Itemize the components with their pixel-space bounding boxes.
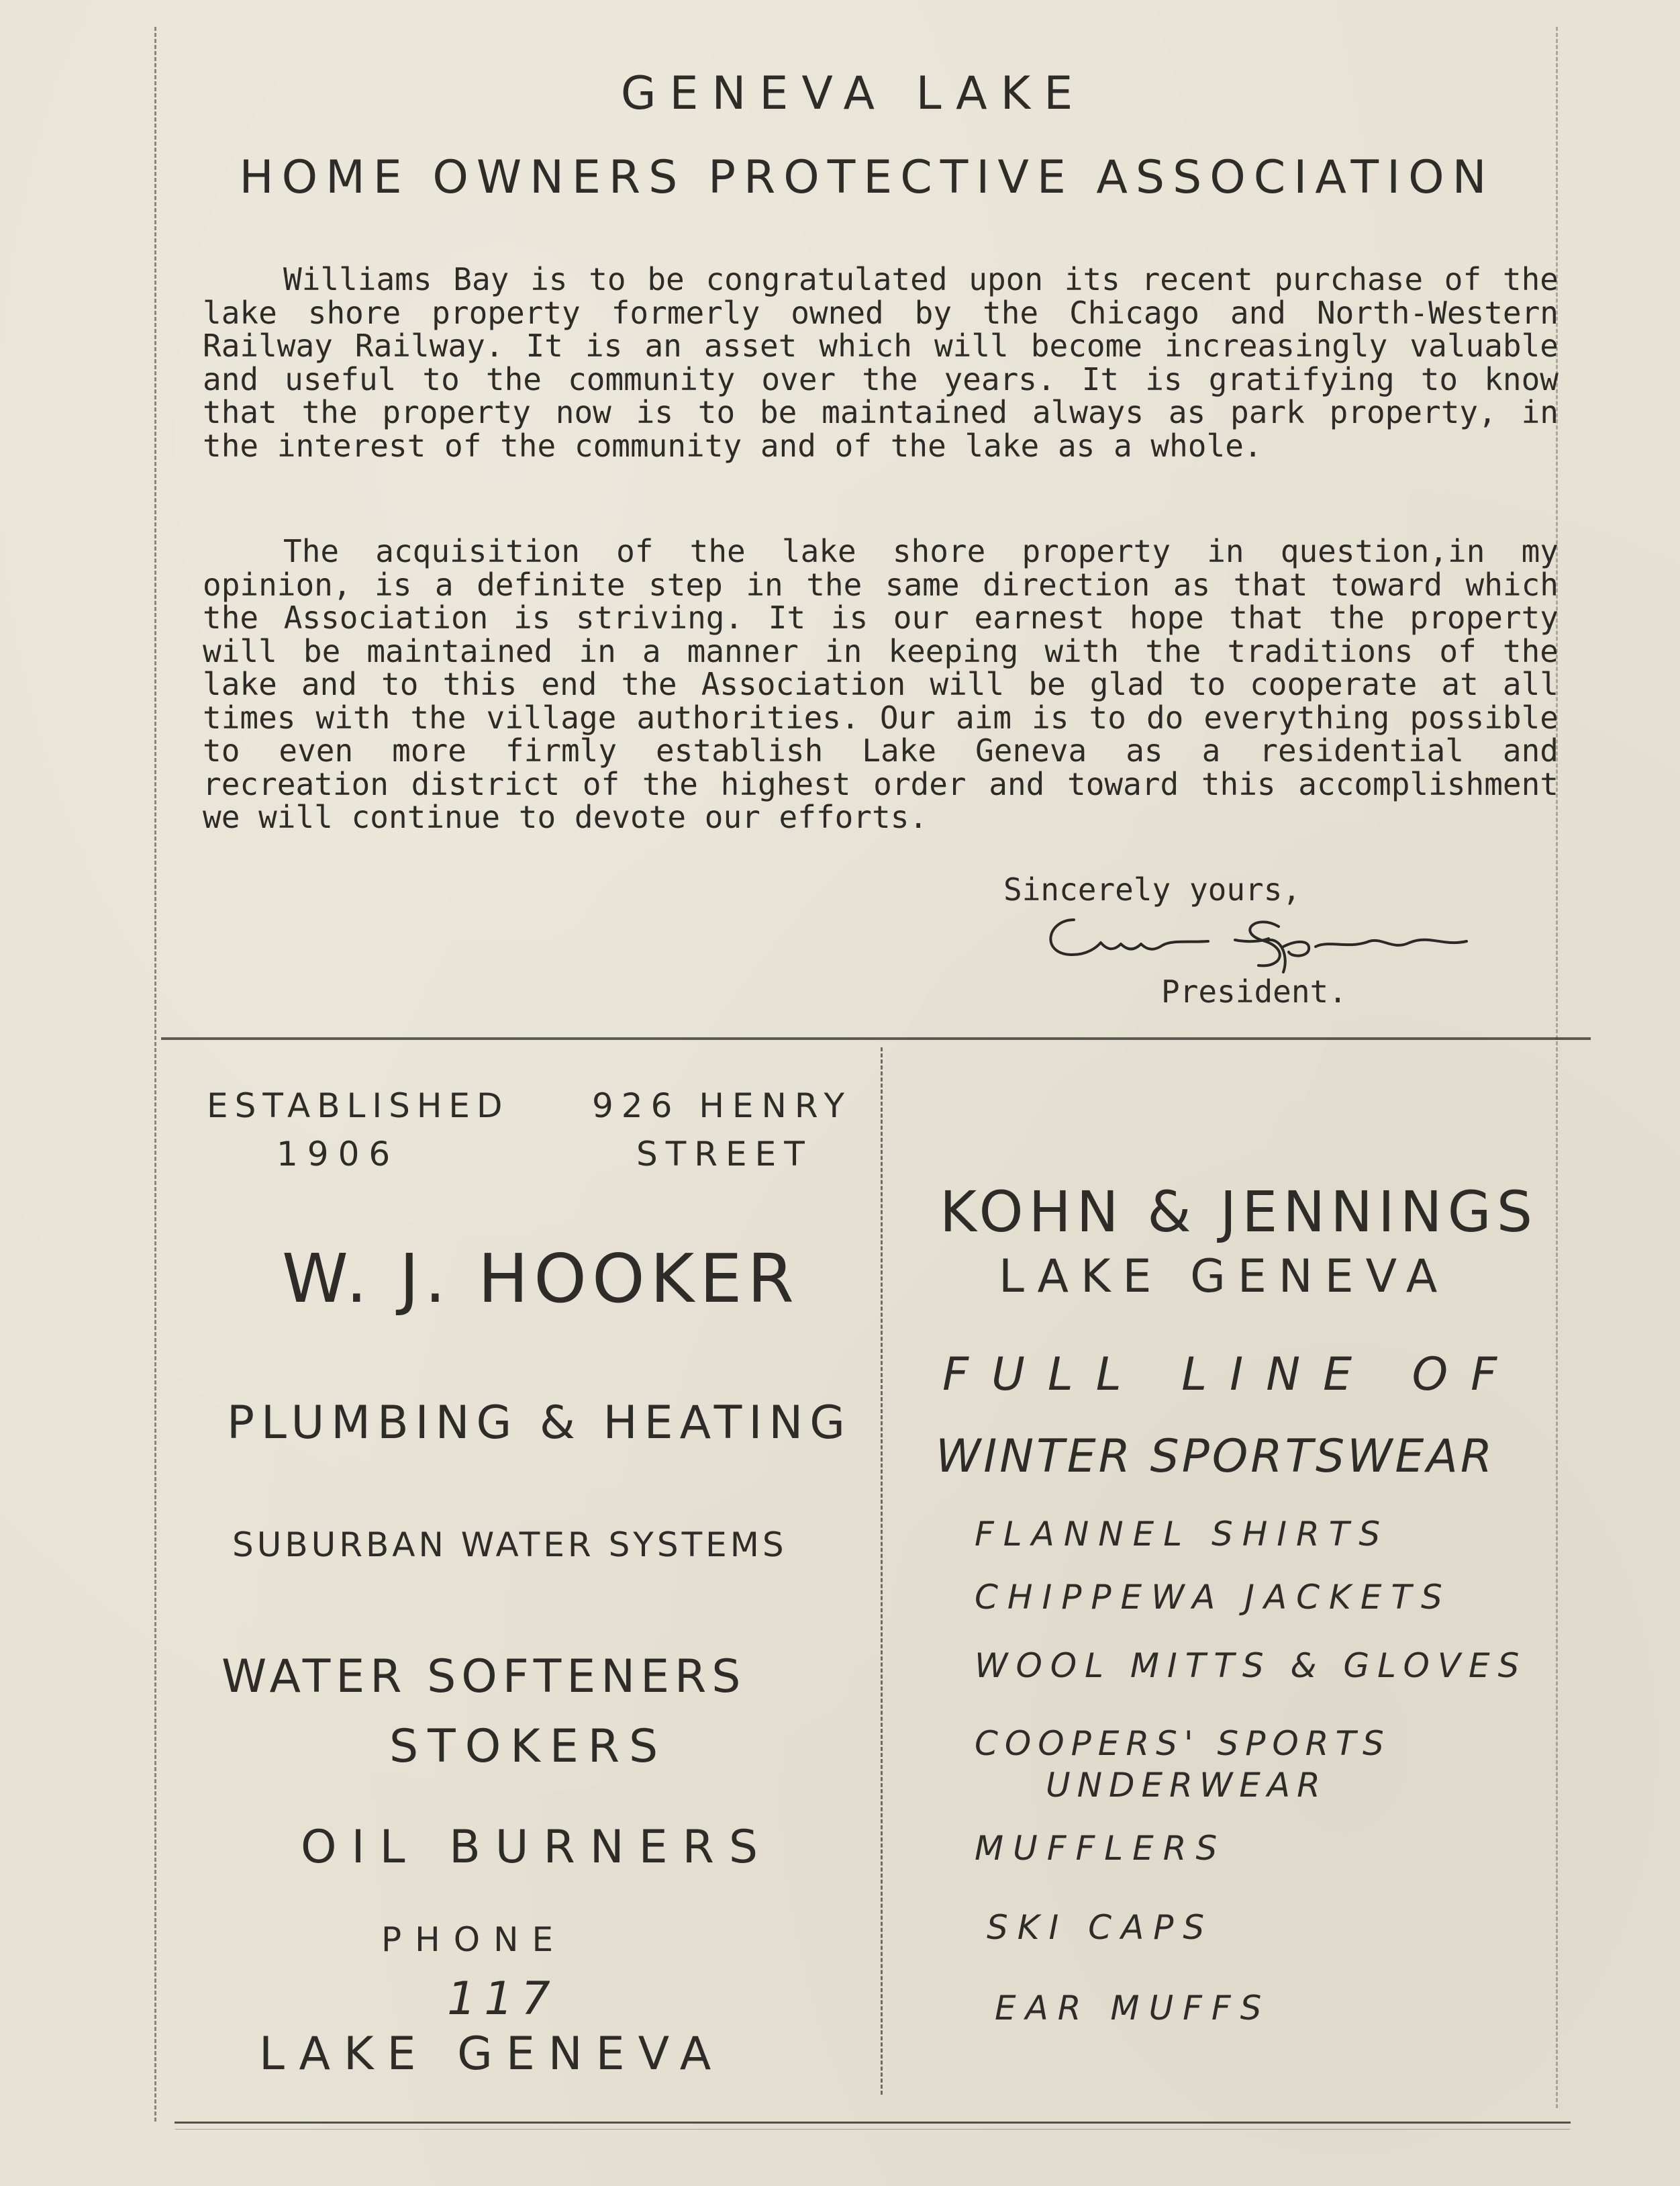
ad-kj-item-8: EAR MUFFS [995,1989,1271,2028]
ad-kj-headline-2: WINTER SPORTSWEAR [936,1430,1495,1483]
ad-hooker-service-3: WATER SOFTENERS [221,1650,746,1703]
ad-hooker-established: ESTABLISHED [207,1086,509,1125]
ad-hooker-phone-number: 117 [447,1973,558,2026]
ad-kj-item-6: MUFFLERS [975,1829,1227,1868]
section-divider-vertical [881,1047,883,2095]
letter-paragraph-1-text: Williams Bay is to be congratulated upon its recent purchase of the lake shore property formerly owned by the Chicago and North-Western Railway Railway. It is an asset which will become increasingly valuable and useful to the community over the years. It is gratifying to know that the property now is to be maintained always as park property, in the interest of the community and of the lake as a whole. [203,261,1559,464]
ad-kj-item-5: UNDERWEAR [1046,1766,1327,1805]
ad-kj-item-1: FLANNEL SHIRTS [975,1515,1390,1554]
ad-hooker-phone-label: PHONE [381,1920,567,1959]
ad-hooker-year: 1906 [277,1135,400,1174]
ad-kj-item-2: CHIPPEWA JACKETS [975,1578,1452,1617]
ad-kj-city: LAKE GENEVA [999,1250,1450,1303]
bottom-border-rule [175,2122,1571,2124]
ad-hooker-address-line-1: 926 HENRY [592,1086,853,1125]
ad-kj-item-7: SKI CAPS [987,1908,1214,1947]
signer-title: President. [1161,973,1347,1010]
ad-hooker-service-4: STOKERS [389,1720,668,1773]
letter-paragraph-2-text: The acquisition of the lake shore property in question,in my opinion, is a definite step in the same direction as that toward which the Association is striving. It is our earnest hope that the property will be maintained in a manner in keeping with the traditions of the lake and to this end the Association will be glad to cooperate at all times with the village authorities. Our aim is to do everything possible to even more firmly establish Lake Geneva as a residential and recreation district of the highest order and toward this accomplishment we will continue to devote our efforts. [203,533,1559,835]
ad-kj-item-3: WOOL MITTS & GLOVES [975,1646,1528,1685]
handwritten-signature [1034,893,1517,973]
ad-hooker-city: LAKE GENEVA [259,2028,725,2081]
letter-closing: Sincerely yours, [1003,871,1301,908]
ad-kj-name: KOHN & JENNINGS [940,1179,1538,1245]
ad-hooker-address-line-2: STREET [636,1135,813,1174]
ad-hooker-name: W. J. HOOKER [282,1239,799,1318]
ad-kj-headline-1: FULL LINE OF [942,1348,1520,1401]
header-line-2: HOME OWNERS PROTECTIVE ASSOCIATION [239,151,1495,204]
header-line-1: GENEVA LAKE [620,67,1087,120]
ad-hooker-service-2: SUBURBAN WATER SYSTEMS [232,1525,787,1564]
letter-paragraph-1 [203,263,1559,463]
letter-paragraph-2 [203,535,1559,835]
ad-kj-item-4: COOPERS' SPORTS [975,1724,1391,1763]
ad-hooker-service-1: PLUMBING & HEATING [227,1396,852,1450]
ad-hooker-service-5: OIL BURNERS [301,1821,773,1874]
left-dashed-margin [154,27,156,2122]
section-divider-horizontal [161,1037,1591,1040]
